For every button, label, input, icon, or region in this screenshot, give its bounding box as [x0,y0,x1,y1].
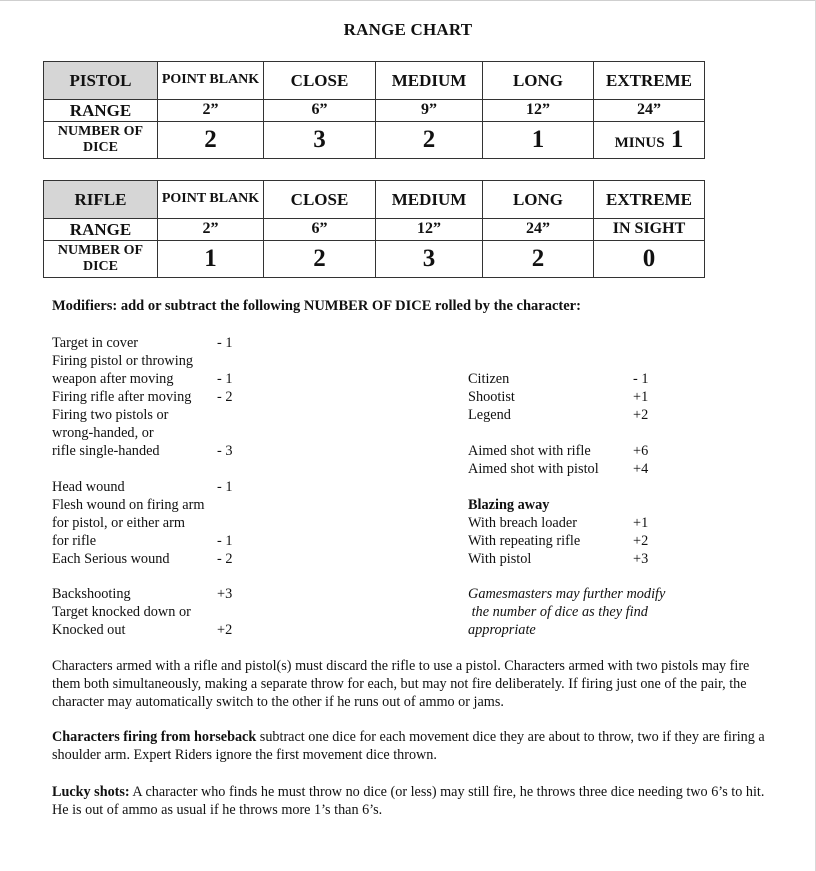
modifier-label: Firing pistol or throwing [52,353,193,369]
modifier-value: +4 [633,461,649,477]
pistol-range-row [44,100,705,122]
rifle-header-close: CLOSE [264,181,376,219]
rifle-range-cell: IN SIGHT [594,219,705,241]
modifier-value: - 1 [217,479,233,495]
modifier-value: +3 [217,586,233,602]
horseback-paragraph [52,728,772,764]
page-title: RANGE CHART [343,20,473,39]
pistol-range-cell: 9” [376,100,483,122]
rifle-dice-cell: 2 [264,241,376,278]
modifier-value: - 1 [633,371,649,387]
pistol-dice-cell: 1 [483,122,594,159]
pistol-header-row [44,62,705,100]
horseback-bold: Characters firing from horseback [52,729,257,745]
modifier-label: Each Serious wound [52,551,170,567]
modifier-label: Target in cover [52,335,139,351]
modifier-label: Head wound [52,479,125,495]
blazing-away-title: Blazing away [468,497,550,513]
modifier-label: Aimed shot with pistol [468,461,599,477]
modifier-label: Knocked out [52,622,126,638]
modifier-label: Target knocked down or [52,604,191,620]
modifier-label: With repeating rifle [468,533,581,549]
pistol-range-table [43,61,705,159]
pistol-header-medium: MEDIUM [376,62,483,100]
modifier-label: Legend [468,407,511,423]
rifle-dice-cell: 2 [483,241,594,278]
rifle-range-cell: 6” [264,219,376,241]
modifier-value: - 1 [217,335,233,351]
modifier-label: Flesh wound on firing arm [52,497,205,513]
pistol-dice-row [44,122,705,159]
pistol-header-long: LONG [483,62,594,100]
modifier-value: +2 [633,407,649,423]
pistol-dice-cell: 2 [158,122,264,159]
pistol-header-extreme: EXTREME [594,62,705,100]
gm-note-line: the number of dice as they find [468,604,648,620]
rifle-range-row [44,219,705,241]
rifle-dice-row [44,241,705,278]
modifier-value: - 2 [217,551,233,567]
pistol-weapon-label: PISTOL [44,62,158,100]
modifier-label: Backshooting [52,586,131,602]
modifier-value: +3 [633,551,649,567]
modifier-value: - 1 [217,533,233,549]
modifier-label: weapon after moving [52,371,174,387]
modifier-label: Shootist [468,389,515,405]
gm-note-line: Gamesmasters may further modify [468,586,666,602]
modifier-label: Firing rifle after moving [52,389,192,405]
lucky-shots-text: A character who finds he must throw no dice (or less) may still fire, he throws three dice needing two 6’s to hit. He is out of ammo as usual if he throws more 1’s than 6’s. [52,784,765,818]
rifle-range-label: RANGE [44,219,158,241]
pistol-dice-cell: 3 [264,122,376,159]
modifier-label: With breach loader [468,515,577,531]
rifle-range-cell: 24” [483,219,594,241]
pistol-header-point-blank: POINT BLANK [158,62,264,100]
modifier-label: Citizen [468,371,510,387]
modifier-value: +6 [633,443,649,459]
minus-value: 1 [670,125,684,153]
modifier-label: With pistol [468,551,532,567]
modifier-label: Firing two pistols or [52,407,169,423]
rifle-dice-cell: 3 [376,241,483,278]
pistol-dice-extreme-cell [594,122,705,159]
rifle-dice-cell: 1 [158,241,264,278]
modifier-value: - 1 [217,371,233,387]
pistol-header-close: CLOSE [264,62,376,100]
top-rule [0,0,816,1]
rifle-header-extreme: EXTREME [594,181,705,219]
pistol-range-cell: 2” [158,100,264,122]
rifle-dice-cell: 0 [594,241,705,278]
gm-note-line: appropriate [468,622,536,638]
pistol-range-cell: 12” [483,100,594,122]
rifle-header-point-blank: POINT BLANK [158,181,264,219]
minus-word: MINUS [614,134,665,151]
rifle-range-cell: 2” [158,219,264,241]
rifle-header-row [44,181,705,219]
modifier-value: - 2 [217,389,233,405]
lucky-shots-paragraph [52,783,772,819]
rifle-range-cell: 12” [376,219,483,241]
pistol-range-cell: 24” [594,100,705,122]
pistol-dice-label: NUMBER OF DICE [44,122,158,159]
rifle-header-medium: MEDIUM [376,181,483,219]
modifier-label: Aimed shot with rifle [468,443,591,459]
rifle-range-table [43,180,705,278]
modifier-label: rifle single-handed [52,443,160,459]
horseback-text: subtract one dice for each movement dice they are about to throw, two if they are firing a shoulder arm. Expert Riders ignore the first movement dice thrown. [52,729,765,763]
pistol-range-cell: 6” [264,100,376,122]
rifle-pistol-paragraph: Characters armed with a rifle and pistol(s) must discard the rifle to use a pistol. Characters armed with two pistols may fire them both simultaneously, making a separate throw for each, but may not fire deliberately. If firing just one of the pair, the character may automatically switch to the other if he runs out of ammo or jams. [52,658,750,710]
modifier-value: +2 [217,622,233,638]
modifiers-title: Modifiers: add or subtract the following NUMBER OF DICE rolled by the character: [52,298,581,314]
modifier-label: wrong-handed, or [52,425,154,441]
modifier-value: +2 [633,533,649,549]
modifier-label: for rifle [52,533,97,549]
pistol-dice-cell: 2 [376,122,483,159]
modifier-value: +1 [633,515,649,531]
rifle-header-long: LONG [483,181,594,219]
rifle-weapon-label: RIFLE [44,181,158,219]
pistol-range-label: RANGE [44,100,158,122]
rifle-dice-label: NUMBER OF DICE [44,241,158,278]
modifier-value: +1 [633,389,649,405]
lucky-shots-bold: Lucky shots: [52,784,130,800]
modifier-value: - 3 [217,443,233,459]
modifier-label: for pistol, or either arm [52,515,186,531]
